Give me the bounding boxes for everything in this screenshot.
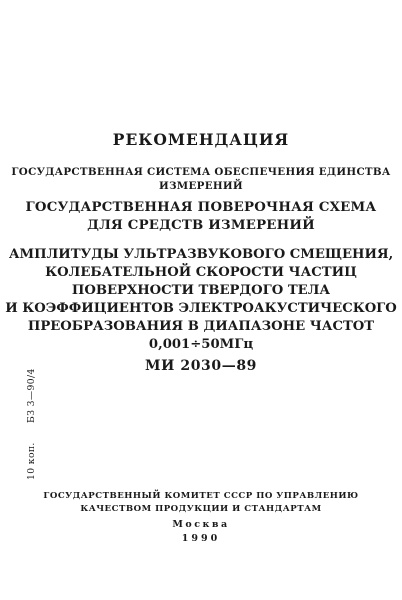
- side-note: [26, 352, 37, 480]
- document-heading: РЕКОМЕНДАЦИЯ: [112, 130, 290, 149]
- title-line-1: АМПЛИТУДЫ УЛЬТРАЗВУКОВОГО СМЕЩЕНИЯ,: [8, 247, 394, 262]
- catalog-number: БЗ 3—90/4: [26, 368, 37, 423]
- publisher-line-1: ГОСУДАРСТВЕННЫЙ КОМИТЕТ СССР ПО УПРАВЛЕНИЮ: [43, 491, 359, 501]
- title-line-2: КОЛЕБАТЕЛЬНОЙ СКОРОСТИ ЧАСТИЦ: [45, 265, 357, 280]
- title-line-3: ПОВЕРХНОСТИ ТВЕРДОГО ТЕЛА: [71, 283, 331, 298]
- document-code: МИ 2030—89: [144, 358, 258, 374]
- publication-city: Москва: [172, 519, 230, 530]
- system-line-2: ИЗМЕРЕНИЙ: [159, 180, 243, 192]
- scheme-line-2: ДЛЯ СРЕДСТВ ИЗМЕРЕНИЙ: [87, 218, 315, 233]
- system-line-1: ГОСУДАРСТВЕННАЯ СИСТЕМА ОБЕСПЕЧЕНИЯ ЕДИНСТВА: [11, 166, 391, 178]
- frequency-range: 0,001÷50МГц: [148, 337, 254, 352]
- scheme-line-1: ГОСУДАРСТВЕННАЯ ПОВЕРОЧНАЯ СХЕМА: [25, 200, 377, 215]
- publication-year: 1990: [181, 533, 221, 544]
- publisher-line-2: КАЧЕСТВОМ ПРОДУКЦИИ И СТАНДАРТАМ: [80, 504, 322, 514]
- price-label: 10 коп.: [26, 442, 37, 480]
- title-line-4: И КОЭФФИЦИЕНТОВ ЭЛЕКТРОАКУСТИЧЕСКОГО: [5, 301, 397, 316]
- title-line-5: ПРЕОБРАЗОВАНИЯ В ДИАПАЗОНЕ ЧАСТОТ: [27, 319, 375, 334]
